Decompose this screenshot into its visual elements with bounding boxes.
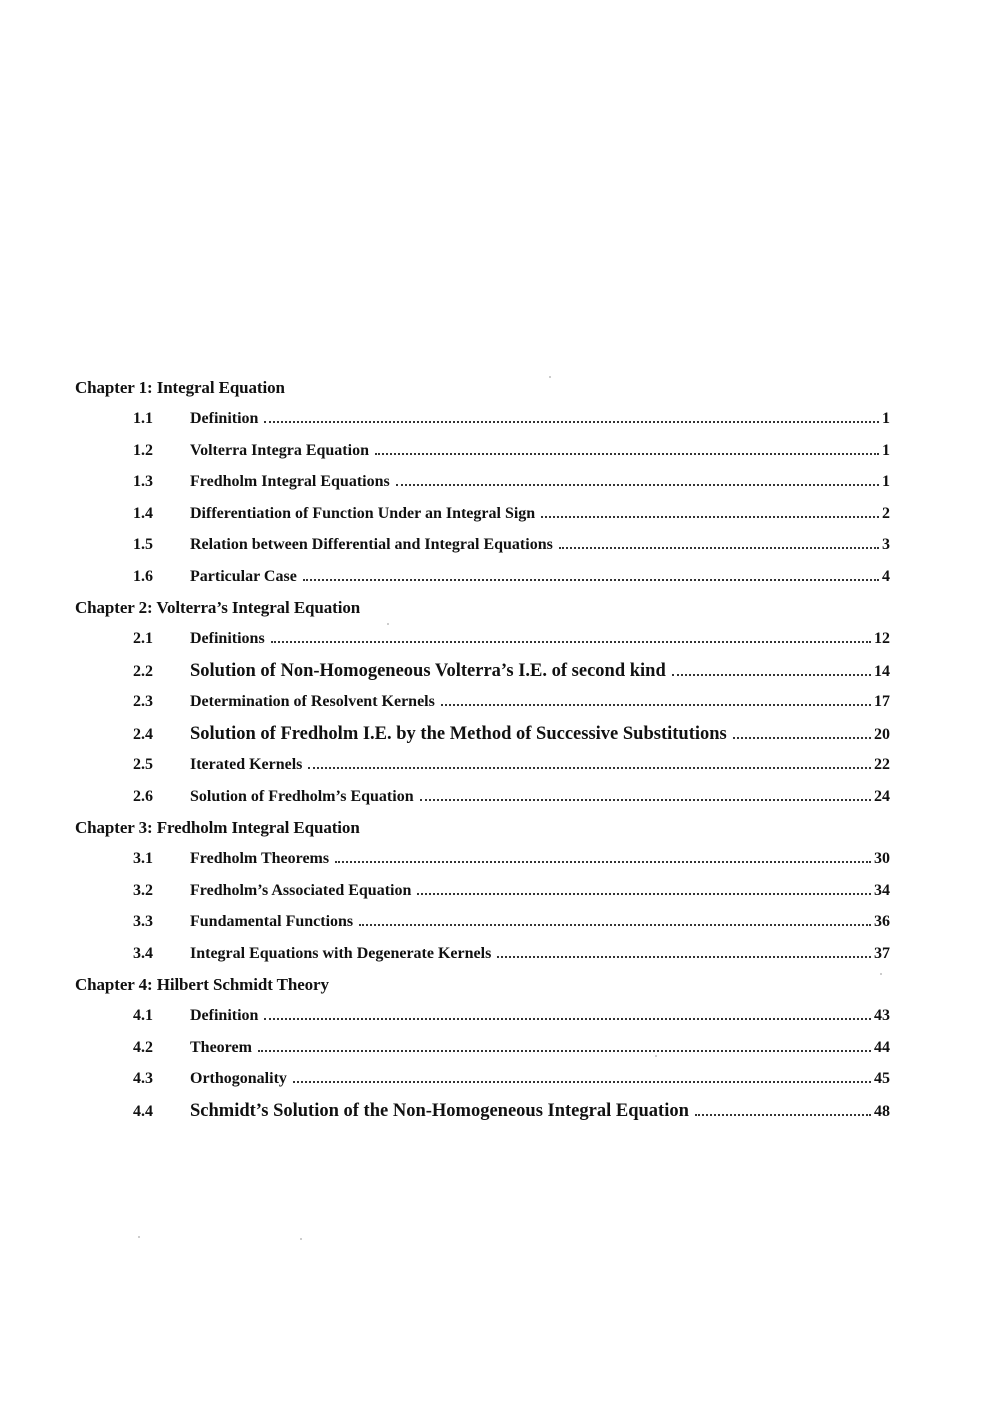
toc-entry[interactable]: [75, 627, 890, 659]
page-number: 48: [874, 1102, 890, 1120]
section-number: 1.5: [133, 536, 153, 553]
toc-entry[interactable]: [75, 533, 890, 565]
scan-speck: [655, 1055, 657, 1057]
toc-entry[interactable]: [75, 502, 890, 534]
page-number: 4: [882, 567, 890, 585]
section-number: 4.4: [133, 1102, 153, 1120]
scan-speck: [138, 1236, 140, 1238]
section-number: 1.1: [133, 410, 153, 427]
page-number: 36: [874, 913, 890, 930]
page-number: 22: [874, 756, 890, 773]
dot-leader: [308, 766, 871, 769]
dot-leader: [695, 1113, 871, 1116]
section-number: 1.2: [133, 441, 153, 459]
dot-leader: [303, 578, 879, 581]
page-number: 17: [874, 693, 890, 710]
page-number: 20: [874, 725, 890, 743]
dot-leader: [672, 673, 871, 676]
page-number: 1: [882, 441, 890, 459]
dot-leader: [733, 736, 871, 739]
toc-entry[interactable]: [75, 910, 890, 942]
dot-leader: [335, 860, 871, 863]
section-title: Solution of Fredholm I.E. by the Method of Successive Substitutions: [190, 723, 727, 744]
dot-leader: [497, 955, 871, 958]
page-number: 1: [882, 410, 890, 427]
scan-speck: [549, 376, 551, 378]
section-number: 1.4: [133, 504, 153, 522]
section-number: 3.4: [133, 944, 153, 962]
toc-entry[interactable]: [75, 1067, 890, 1099]
section-title: Definition: [190, 1007, 259, 1024]
dot-leader: [271, 640, 871, 643]
section-title: Definitions: [190, 630, 265, 647]
dot-leader: [441, 703, 871, 706]
section-number: 4.3: [133, 1070, 153, 1087]
page-number: 45: [874, 1070, 890, 1087]
dot-leader: [420, 798, 871, 801]
page-number: 37: [874, 944, 890, 962]
section-number: 4.2: [133, 1038, 153, 1056]
toc-entry[interactable]: [75, 470, 890, 502]
section-number: 2.6: [133, 787, 153, 805]
section-number: 3.3: [133, 913, 153, 930]
toc-entry[interactable]: [75, 722, 890, 754]
section-title: Schmidt’s Solution of the Non-Homogeneous Integral Equation: [190, 1100, 689, 1121]
section-title: Fundamental Functions: [190, 913, 354, 930]
toc-entry[interactable]: [75, 785, 890, 817]
dot-leader: [359, 923, 871, 926]
section-title: Fredholm Integral Equations: [190, 473, 390, 490]
page-number: 12: [874, 630, 890, 647]
dot-leader: [396, 483, 879, 486]
page-number: 24: [874, 787, 890, 805]
section-title: Determination of Resolvent Kernels: [190, 693, 435, 710]
chapter-heading: Chapter 3: Fredholm Integral Equation: [75, 818, 360, 837]
toc-entry[interactable]: [75, 1099, 890, 1131]
scan-speck: [880, 973, 882, 975]
chapter-heading: Chapter 1: Integral Equation: [75, 378, 285, 397]
dot-leader: [293, 1080, 871, 1083]
dot-leader: [258, 1049, 871, 1052]
section-number: 2.5: [133, 756, 153, 773]
section-title: Fredholm Theorems: [190, 850, 330, 867]
section-title: Iterated Kernels: [190, 756, 303, 773]
section-title: Relation between Differential and Integral Equations: [190, 536, 553, 553]
section-number: 4.1: [133, 1007, 153, 1024]
chapter-4: [75, 973, 890, 1130]
page-number: 43: [874, 1007, 890, 1024]
section-title: Theorem: [190, 1038, 252, 1056]
scan-speck: [387, 623, 389, 625]
section-title: Fredholm’s Associated Equation: [190, 881, 412, 899]
page-number: 14: [874, 662, 890, 680]
page-number: 1: [882, 473, 890, 490]
toc-entry[interactable]: [75, 659, 890, 691]
section-number: 3.1: [133, 850, 153, 867]
scan-speck: [300, 1238, 302, 1240]
toc-entry[interactable]: [75, 942, 890, 974]
section-number: 2.1: [133, 630, 153, 647]
page-number: 30: [874, 850, 890, 867]
chapter-3: [75, 816, 890, 973]
section-title: Integral Equations with Degenerate Kernels: [190, 944, 492, 962]
section-title: Volterra Integra Equation: [190, 441, 369, 459]
dot-leader: [541, 515, 879, 518]
section-title: Particular Case: [190, 567, 297, 585]
page-number: 34: [874, 881, 890, 899]
section-title: Solution of Non-Homogeneous Volterra’s I.E. of second kind: [190, 660, 666, 681]
toc-entry[interactable]: [75, 753, 890, 785]
section-number: 1.6: [133, 567, 153, 585]
page-number: 44: [874, 1038, 890, 1056]
chapter-2: [75, 596, 890, 816]
section-title: Differentiation of Function Under an Integral Sign: [190, 504, 536, 522]
page-number: 3: [882, 536, 890, 553]
section-number: 2.3: [133, 693, 153, 710]
chapter-1: [75, 376, 890, 596]
dot-leader: [559, 546, 879, 549]
toc-entry[interactable]: [75, 847, 890, 879]
toc-entry[interactable]: [75, 690, 890, 722]
dot-leader: [264, 420, 879, 423]
dot-leader: [417, 892, 871, 895]
dot-leader: [375, 452, 879, 455]
toc-entry[interactable]: [75, 879, 890, 911]
section-title: Solution of Fredholm’s Equation: [190, 787, 414, 805]
toc-entry[interactable]: [75, 439, 890, 471]
dot-leader: [264, 1017, 871, 1020]
table-of-contents: [75, 376, 890, 1130]
section-number: 2.4: [133, 725, 153, 743]
toc-entry[interactable]: [75, 1004, 890, 1036]
chapter-heading: Chapter 4: Hilbert Schmidt Theory: [75, 975, 329, 994]
section-number: 3.2: [133, 881, 153, 899]
page-number: 2: [882, 504, 890, 522]
toc-entry[interactable]: [75, 565, 890, 597]
section-number: 1.3: [133, 473, 153, 490]
section-title: Definition: [190, 410, 259, 427]
section-number: 2.2: [133, 662, 153, 680]
toc-entry[interactable]: [75, 407, 890, 439]
section-title: Orthogonality: [190, 1070, 287, 1087]
chapter-heading: Chapter 2: Volterra’s Integral Equation: [75, 598, 361, 617]
toc-entry[interactable]: [75, 1036, 890, 1068]
